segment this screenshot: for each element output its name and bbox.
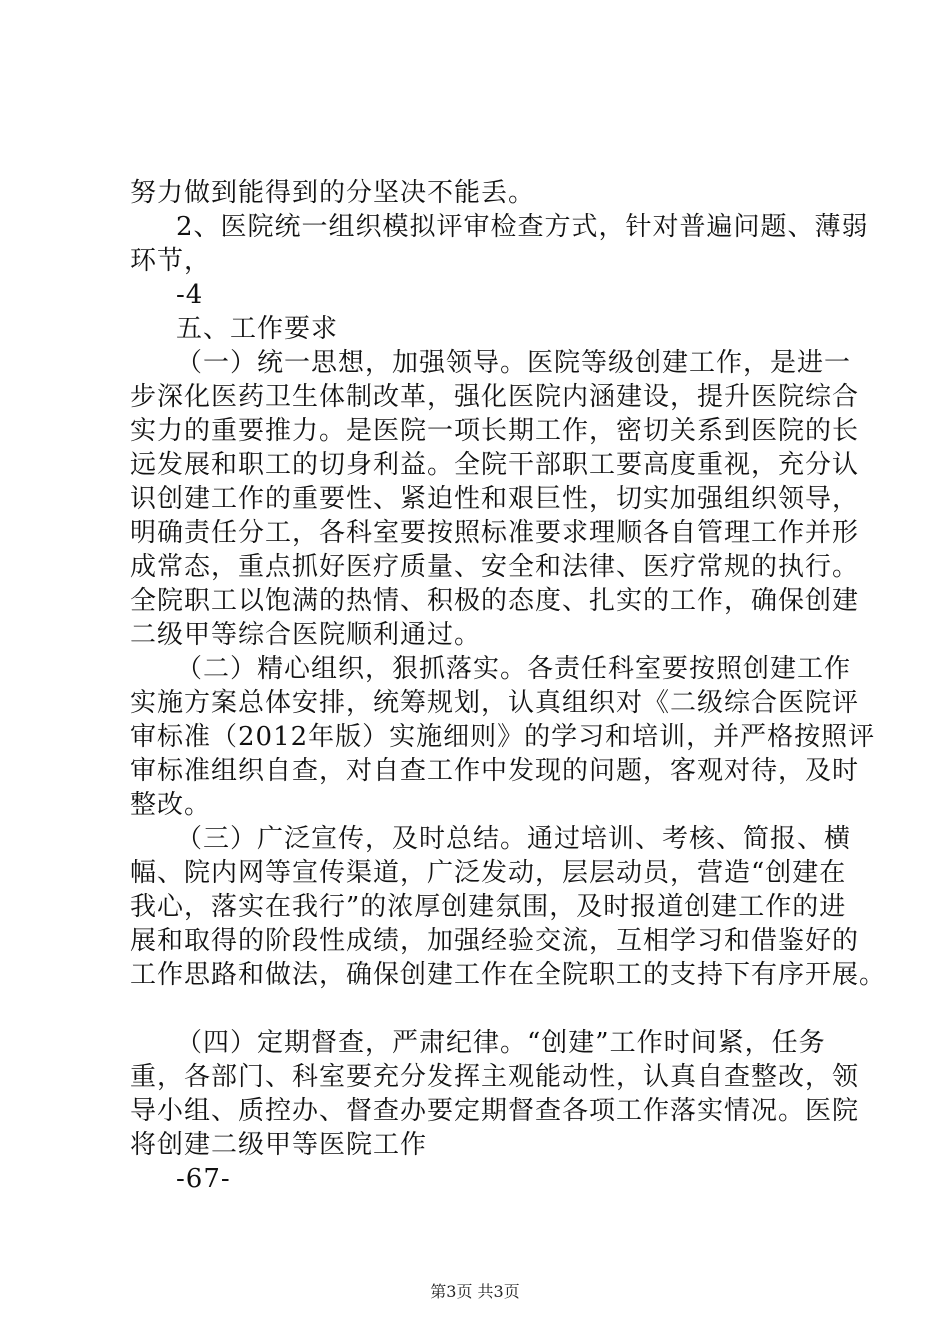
text-line: 远发展和职工的切身利益。全院干部职工要高度重视，充分认 — [130, 450, 860, 480]
section-heading: 五、工作要求 — [176, 314, 339, 344]
text-line: 展和取得的阶段性成绩，加强经验交流，互相学习和借鉴好的 — [130, 926, 860, 956]
text-line: 2、医院统一组织模拟评审检查方式，针对普遍问题、薄弱 — [176, 212, 869, 242]
page-footer: 第3页 共3页 — [430, 1282, 520, 1301]
text-line: （一）统一思想，加强领导。医院等级创建工作，是进一 — [176, 348, 852, 378]
text-line: 将创建二级甲等医院工作 — [130, 1130, 428, 1160]
text-line: 审标准组织自查，对自查工作中发现的问题，客观对待，及时 — [130, 756, 860, 786]
text-line: 幅、院内网等宣传渠道，广泛发动，层层动员，营造“创建在 — [130, 858, 847, 888]
text-line: （二）精心组织，狠抓落实。各责任科室要按照创建工作 — [176, 654, 852, 684]
text-line: 我心，落实在我行”的浓厚创建氛围，及时报道创建工作的进 — [130, 892, 847, 922]
text-line: 全院职工以饱满的热情、积极的态度、扎实的工作，确保创建 — [130, 586, 860, 616]
text-line: 导小组、质控办、督查办要定期督查各项工作落实情况。医院 — [130, 1096, 860, 1126]
page-marker: -4 — [176, 280, 204, 310]
text-line: 明确责任分工，各科室要按照标准要求理顺各自管理工作并形 — [130, 518, 860, 548]
text-line: 重，各部门、科室要充分发挥主观能动性，认真自查整改，领 — [130, 1062, 860, 1092]
text-line: 审标准（2012年版）实施细则》的学习和培训，并严格按照评 — [130, 722, 876, 752]
text-line: 努力做到能得到的分坚决不能丢。 — [130, 178, 536, 208]
text-line: 成常态，重点抓好医疗质量、安全和法律、医疗常规的执行。 — [130, 552, 860, 582]
text-line: 实力的重要推力。是医院一项长期工作，密切关系到医院的长 — [130, 416, 860, 446]
text-line: 整改。 — [130, 790, 212, 820]
page-marker: -67- — [176, 1164, 231, 1194]
text-line: 识创建工作的重要性、紧迫性和艰巨性，切实加强组织领导， — [130, 484, 860, 514]
text-line: 实施方案总体安排，统筹规划，认真组织对《二级综合医院评 — [130, 688, 860, 718]
text-line: 二级甲等综合医院顺利通过。 — [130, 620, 482, 650]
text-line: （三）广泛宣传，及时总结。通过培训、考核、简报、横 — [176, 824, 852, 854]
text-line: 工作思路和做法，确保创建工作在全院职工的支持下有序开展。 — [130, 960, 887, 990]
text-line: 步深化医药卫生体制改革，强化医院内涵建设，提升医院综合 — [130, 382, 860, 412]
text-line: 环节， — [130, 246, 212, 276]
text-line: （四）定期督查，严肃纪律。“创建”工作时间紧，任务 — [176, 1028, 826, 1058]
